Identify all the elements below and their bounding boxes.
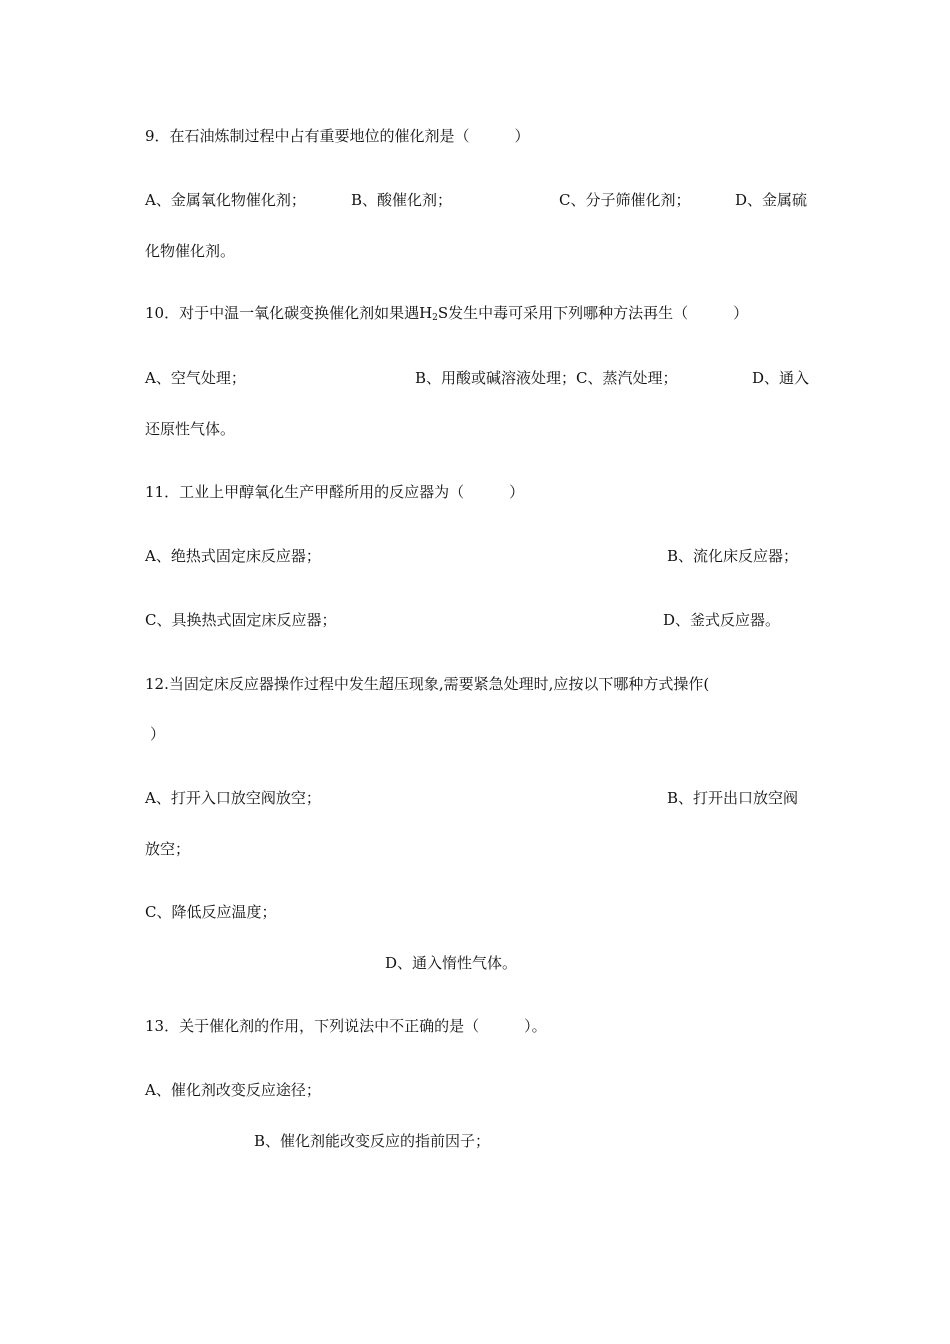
q10-option-b-c: B、用酸或碱溶液处理；C、蒸汽处理； (415, 369, 678, 387)
q12-option-b-continued: 放空； (145, 840, 191, 858)
q12-option-b: B、打开出口放空阀 (667, 789, 799, 807)
q10-stem-subscript: 2 (432, 313, 438, 323)
q13-option-b: B、催化剂能改变反应的指前因子； (254, 1132, 491, 1150)
q9-option-d-continued: 化物催化剂。 (145, 242, 236, 260)
q10-stem-pre: 10．对于中温一氧化碳变换催化剂如果遇H (145, 304, 433, 322)
q11-option-d: D、釜式反应器。 (663, 611, 781, 629)
q10-option-a: A、空气处理； (145, 369, 246, 387)
q12-option-c: C、降低反应温度； (145, 903, 277, 921)
q10-option-d-continued: 还原性气体。 (145, 420, 236, 438)
q11-option-c: C、具换热式固定床反应器； (145, 611, 337, 629)
q11-stem: 11．工业上甲醇氧化生产甲醛所用的反应器为（ ） (145, 483, 525, 501)
q12-stem-continued: ） (150, 725, 166, 743)
q13-option-a: A、催化剂改变反应途径； (145, 1081, 321, 1099)
q11-option-a: A、绝热式固定床反应器； (145, 547, 321, 565)
q11-option-b: B、流化床反应器； (667, 547, 799, 565)
q9-option-c: C、分子筛催化剂； (559, 191, 691, 209)
q10-stem (145, 306, 748, 321)
q13-stem: 13．关于催化剂的作用，下列说法中不正确的是（ ）。 (145, 1017, 547, 1035)
q9-option-b: B、酸催化剂； (351, 191, 453, 209)
q10-option-d: D、通入 (752, 369, 810, 387)
q9-stem: 9．在石油炼制过程中占有重要地位的催化剂是（ ） (145, 127, 530, 145)
q12-option-d: D、通入惰性气体。 (385, 954, 518, 972)
q10-stem-post: S发生中毒可采用下列哪种方法再生（ ） (437, 304, 749, 322)
q9-option-a: A、金属氧化物催化剂； (145, 191, 306, 209)
q12-option-a: A、打开入口放空阀放空； (145, 789, 321, 807)
q9-option-d: D、金属硫 (735, 191, 808, 209)
q12-stem: 12.当固定床反应器操作过程中发生超压现象,需要紧急处理时,应按以下哪种方式操作( (145, 675, 710, 693)
